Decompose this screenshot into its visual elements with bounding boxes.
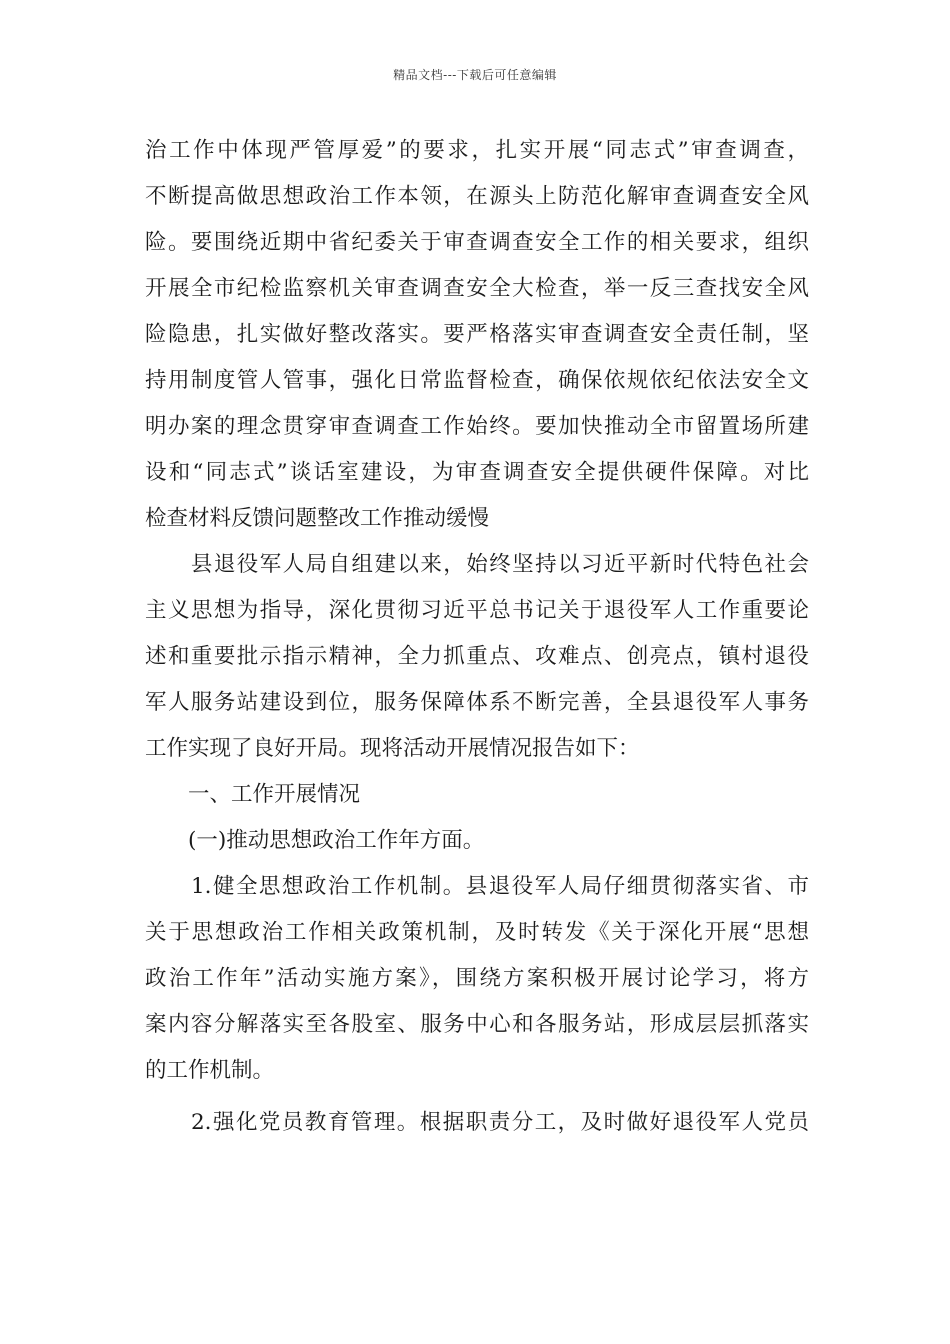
text-line: 检查材料反馈问题整改工作推动缓慢 xyxy=(145,506,490,531)
text-line: (一)推动思想政治工作年方面。 xyxy=(145,828,485,853)
text-line: 主义思想为指导，深化贯彻习近平总书记关于退役军人工作重要论 xyxy=(145,598,809,623)
text-line: 险隐患，扎实做好整改落实。要严格落实审查调查安全责任制，坚 xyxy=(145,322,809,347)
text-line: 军人服务站建设到位，服务保障体系不断完善，全县退役军人事务 xyxy=(145,690,809,715)
section-heading xyxy=(145,772,809,818)
text-line: 持用制度管人管事，强化日常监督检查，确保依规依纪依法安全文 xyxy=(145,368,809,393)
text-line: 明办案的理念贯穿审查调查工作始终。要加快推动全市留置场所建 xyxy=(145,414,809,439)
text-line: 工作实现了良好开局。现将活动开展情况报告如下： xyxy=(145,736,640,761)
text-line: 险。要围绕近期中省纪委关于审查调查安全工作的相关要求，组织 xyxy=(145,230,809,255)
text-line: 关于思想政治工作相关政策机制，及时转发《关于深化开展“思想 xyxy=(145,920,809,945)
paragraph xyxy=(145,128,809,542)
text-line: 案内容分解落实至各股室、服务中心和各服务站，形成层层抓落实 xyxy=(145,1012,809,1037)
text-line: 治工作中体现严管厚爱”的要求，扎实开展“同志式”审查调查， xyxy=(145,138,809,163)
text-line: 1.健全思想政治工作机制。县退役军人局仔细贯彻落实省、市 xyxy=(145,874,809,899)
page-header: 精品文档---下载后可任意编辑 xyxy=(393,68,557,82)
text-line: 开展全市纪检监察机关审查调查安全大检查，举一反三查找安全风 xyxy=(145,276,809,301)
text-line: 设和“同志式”谈话室建设，为审查调查安全提供硬件保障。对比 xyxy=(145,460,809,485)
paragraph xyxy=(145,1100,809,1146)
paragraph xyxy=(145,864,809,1094)
document-body xyxy=(145,128,809,1146)
text-line: 一、工作开展情况 xyxy=(145,782,361,807)
subsection-heading xyxy=(145,818,809,864)
text-line: 2.强化党员教育管理。根据职责分工，及时做好退役军人党员 xyxy=(145,1110,809,1135)
text-line: 不断提高做思想政治工作本领，在源头上防范化解审查调查安全风 xyxy=(145,184,809,209)
text-line: 的工作机制。 xyxy=(145,1058,275,1083)
text-line: 政治工作年”活动实施方案》，围绕方案积极开展讨论学习，将方 xyxy=(145,966,809,991)
paragraph xyxy=(145,542,809,772)
text-line: 县退役军人局自组建以来，始终坚持以习近平新时代特色社会 xyxy=(145,552,809,577)
text-line: 述和重要批示指示精神，全力抓重点、攻难点、创亮点，镇村退役 xyxy=(145,644,809,669)
